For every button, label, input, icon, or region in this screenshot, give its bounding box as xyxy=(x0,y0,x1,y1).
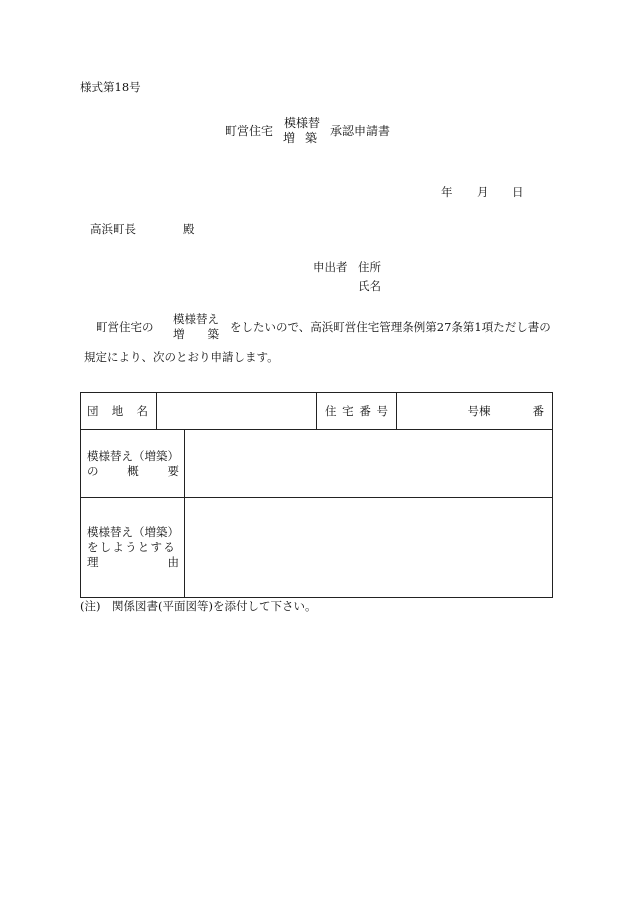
reason-label-line3: 理 由 xyxy=(87,555,179,569)
jutaku-label: 住 宅 番 号 xyxy=(325,404,388,418)
body-options xyxy=(171,314,221,340)
addressee-name: 高浜町長 xyxy=(90,222,136,236)
overview-label-line1: 模様替え（増築） xyxy=(87,448,179,463)
addressee-honorific: 殿 xyxy=(183,222,195,236)
reason-label-line2: をしようとする xyxy=(87,540,176,554)
reason-label-line1: 模様替え（増築） xyxy=(87,525,179,539)
row-overview xyxy=(81,430,553,498)
reason-value-field[interactable] xyxy=(185,498,553,598)
title-option-top: 模様替 xyxy=(283,116,320,130)
body-prefix: 町営住宅の xyxy=(96,320,154,334)
body-line1-rest: をしたいので、高浜町営住宅管理条例第27条第1項ただし書の xyxy=(230,320,551,334)
row-danchi xyxy=(81,393,553,430)
applicant-name-label: 氏名 xyxy=(358,279,381,293)
danchi-value-field[interactable] xyxy=(157,393,317,430)
date-day-label: 日 xyxy=(512,185,524,199)
title-prefix: 町営住宅 xyxy=(225,124,274,138)
date-month-label: 月 xyxy=(477,185,489,199)
attachment-note: (注) 関係図書(平面図等)を添付して下さい。 xyxy=(80,599,317,613)
jutaku-number-units xyxy=(397,403,552,419)
goto-label: 号棟 xyxy=(467,404,491,418)
danchi-label: 団 地 名 xyxy=(87,404,148,418)
reason-label-cell xyxy=(81,498,185,598)
row-reason xyxy=(81,498,553,598)
body-option-top: 模様替え xyxy=(173,312,219,326)
title-option-bottom: 増 築 xyxy=(283,131,317,145)
jutaku-value-field[interactable] xyxy=(397,393,553,430)
applicant-address-label: 住所 xyxy=(358,260,381,274)
overview-label-cell xyxy=(81,430,185,498)
title-suffix: 承認申請書 xyxy=(330,124,391,138)
applicant-label: 申出者 xyxy=(313,260,348,274)
application-table xyxy=(80,392,553,598)
reason-label xyxy=(81,525,184,570)
overview-value-field[interactable] xyxy=(185,430,553,498)
overview-label xyxy=(81,449,184,479)
overview-label-line2: の 概 要 xyxy=(87,463,179,478)
form-number: 様式第18号 xyxy=(80,80,141,94)
jutaku-label-cell xyxy=(317,393,397,430)
body-line2: 規定により、次のとおり申請します。 xyxy=(84,350,279,364)
ban-label: 番 xyxy=(532,404,544,418)
danchi-label-cell xyxy=(81,393,157,430)
body-option-bottom: 増 築 xyxy=(173,326,219,341)
title-options xyxy=(281,117,323,144)
date-year-label: 年 xyxy=(441,185,453,199)
